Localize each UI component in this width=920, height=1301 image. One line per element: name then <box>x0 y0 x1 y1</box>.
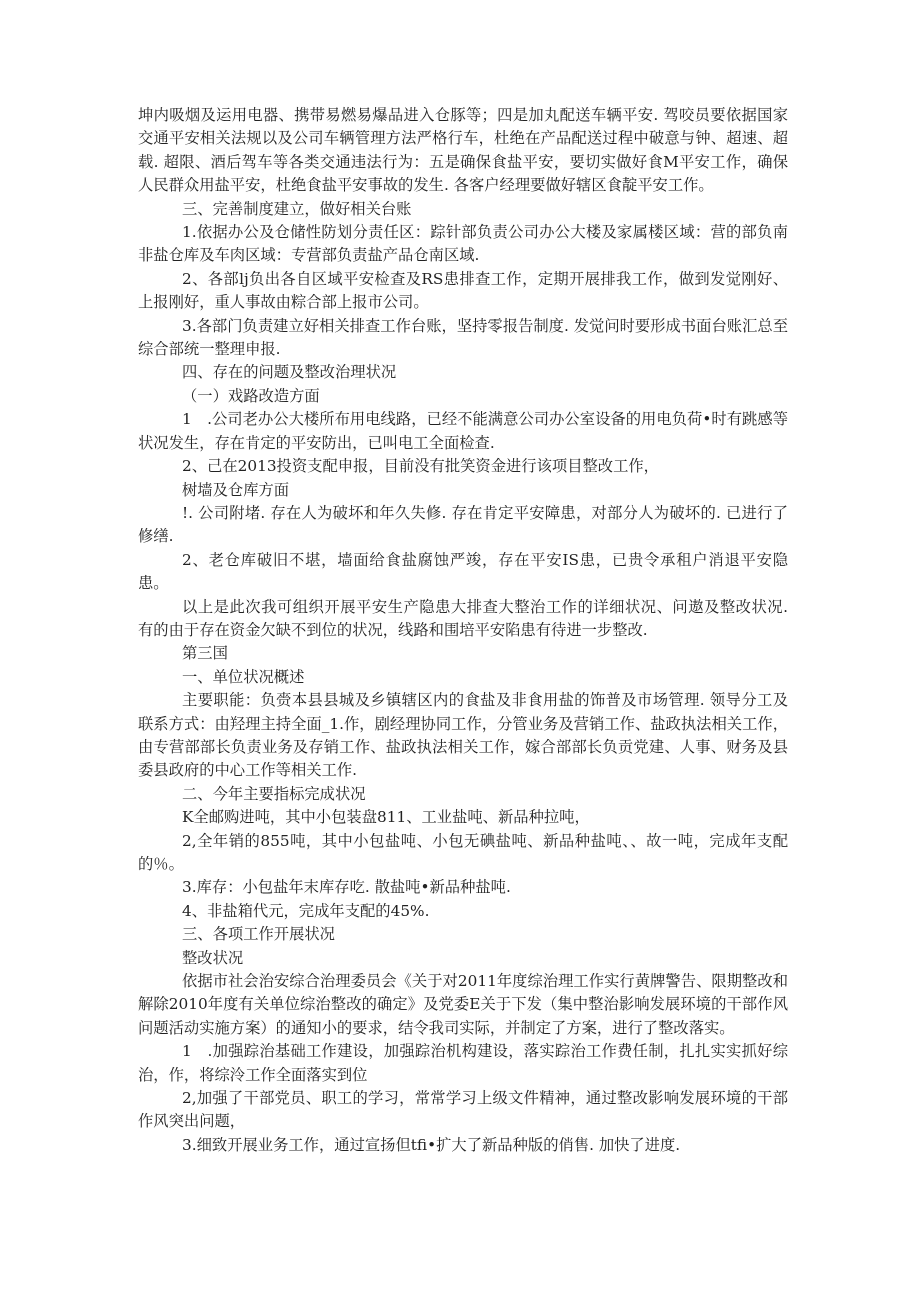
list-item: K全邮购进吨，其中小包装盘811、工业盐吨、新品种拉吨， <box>182 808 590 827</box>
paragraph-safety-measures: 坤内吸烟及运用电器、携带易燃易爆品进入仓豚等；四是加丸配送车辆平安. 驾咬员要依据国家交通平安相关法规以及公司车辆管理方法严格行车，杜绝在产品配送过程中破意与钟、超速、超载. 超限、酒后驾车等各类交通违法行为：五是确保食盐平安，要切实做好食M平安工作，确保人民群众用盐平安，杜绝食盐平安事故的发生. 各客户经理要做好辖区食靛平安工作。 <box>138 106 788 195</box>
list-item: 3.各部门负责建立好相关排查工作台账，坚持零报告制度. 发觉问时要形成书面台账汇总至综合部统一整理申报. <box>138 316 788 359</box>
subsection-heading-line-renovation: （一）戏路改造方面 <box>182 386 320 405</box>
list-item: 4、非盐箱代元，完成年支配的45%. <box>182 901 430 920</box>
section-heading-problems: 四、存在的问题及整改治理状况 <box>182 363 397 382</box>
list-item: 3.细致开展业务工作，通过宣扬但tfi•扩大了新品种版的俏售. 加快了进度. <box>182 1135 681 1154</box>
list-item: 2,全年销的855吨，其中小包盐吨、小包无碘盐吨、新品种盐吨、、故一吨，完成年支配的％。 <box>138 831 788 873</box>
list-item: 1 .加强踪治基础工作建设，加强踪治机构建设，落实踪治工作费任制，扎扎实实抓好综治，作，将综泠工作全面落实到位 <box>138 1042 788 1084</box>
list-item: 2、各部lj负出各自区域平安检查及RS患排查工作，定期开展排我工作，做到发觉刚好、上报刚好，重人事故由粽合部上报市公司。 <box>138 269 788 312</box>
list-item: 1.依据办公及仓储性防划分责任区：踪针部负责公司办公大楼及家属楼区域：营的部负南非盐仓库及车肉区域：专营部负责盐产品仓南区域. <box>138 223 788 265</box>
list-item: 2,加强了干部党员、职工的学习，常常学习上级文件精神，通过整改影响发展环境的干部作风突出问题， <box>138 1089 788 1131</box>
list-item: 3.库存：小包盐年末库存吃. 散盐吨•新品种盐吨. <box>182 878 511 897</box>
paragraph-main-functions: 主要职能：负赍本县县城及乡镇辖区内的食盐及非食用盐的饰普及市场管理. 领导分工及联系方式：由羟理主持全面_1.作，剧经理协同工作，分管业务及营销工作、盐政执法相关工作，由专营部部长负责业务及存销工作、盐政执法相关工作，嫁合部部长负贡党建、人事、财务及县委县政府的中心工作等相关工作. <box>138 691 788 780</box>
section-heading-indicators: 二、今年主要指标完成状况 <box>182 784 366 803</box>
subsection-heading-wall-warehouse: 树墙及仓库方面 <box>182 480 290 499</box>
section-heading-unit-overview: 一、单位状况概述 <box>182 667 305 686</box>
paragraph-rectification-basis: 依据市社会治安综合治理委员会《关于对2011年度综治理工作实行黄牌警告、限期整改和解除2010年度有关单位综治整改的确定》及党委E关于下发（集中整治影响发展环境的干部作风问题活动实施方案）的通知小的要求，结令我司实际，并制定了方案，进行了整改落实。 <box>138 972 788 1037</box>
chapter-heading: 第三国 <box>182 644 228 663</box>
list-item: 2、老仓库破旧不堪，墙面给食盐腐蚀严竣，存在平安IS患，已贵令承租户消退平安隐患。 <box>138 550 788 593</box>
list-item: 1 .公司老办公大楼所布用电线路，已经不能满意公司办公室设备的用电负荷•时有跳感等状况发生，存在肯定的平安防出，已叫电工全面检查. <box>138 410 788 452</box>
document-body <box>138 104 788 1157</box>
paragraph-summary: 以上是此次我可组织开展平安生产隐患大排查大整治工作的详细状况、问遨及整改状况. 有的由于存在资金欠缺不到位的状况，线路和围培平安陷患有待进一步整改. <box>138 597 788 639</box>
section-heading-work-progress: 三、各项工作开展状况 <box>182 925 335 944</box>
section-heading-system-building: 三、完善制度建立，做好相关台账 <box>182 199 412 218</box>
subsection-heading-rectification: 整改状况 <box>182 948 244 967</box>
list-item: 2、己在2013投资支配申报，目前没有批笑资金进行该项目整改工作， <box>182 457 659 476</box>
list-item: !. 公司附堵. 存在人为破坏和年久失修. 存在肯定平安障患，对部分人为破坏的. 已进行了修缮. <box>138 503 788 546</box>
